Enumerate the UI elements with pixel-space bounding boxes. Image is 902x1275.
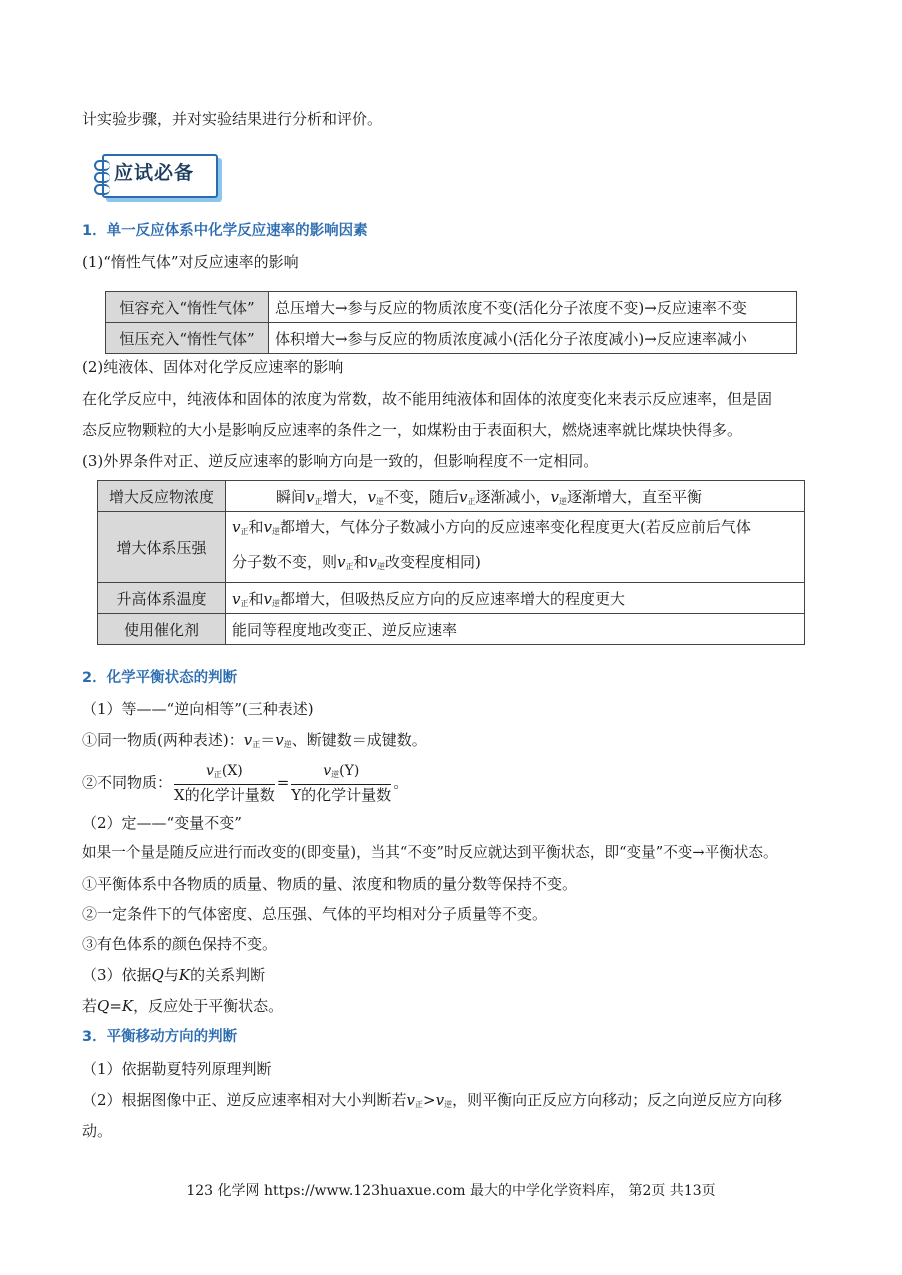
section-3-title: 3．平衡移动方向的判断 <box>82 1029 238 1045</box>
row-label: 恒压充入“惰性气体” <box>106 323 269 354</box>
row-text: 总压增大→参与反应的物质浓度不变(活化分子浓度不变)→反应速率不变 <box>269 292 797 323</box>
table-row <box>98 583 805 614</box>
row-text: 瞬间$v_正$增大，$v_逆$不变，随后$v_正$逐渐减小，$v_逆$逐渐增大，直至平衡 <box>226 481 805 512</box>
s2-p7: ②一定条件下的气体密度、总压强、气体的平均相对分子质量等不变。 <box>82 905 548 923</box>
s3-p2c: 动。 <box>82 1122 113 1140</box>
ring-icon <box>94 172 110 183</box>
table-row <box>98 481 805 512</box>
fraction: $\frac{v_逆(Y)}{\text{Y的化学计量数}}$ <box>291 763 392 804</box>
s3-p1: （1）依据勒夏特列原理判断 <box>82 1060 272 1078</box>
row-text: 体积增大→参与反应的物质浓度减小(活化分子浓度减小)→反应速率减小 <box>269 323 797 354</box>
table-row <box>98 614 805 645</box>
table-row <box>106 323 797 354</box>
s2-p2: ①同一物质(两种表述)：$v_正=v_逆$、断键数＝成键数。 <box>82 731 427 749</box>
page-footer: 123 化学网 https://www.123huaxue.com 最大的中学化学资料库， 第2页 共13页 <box>186 1183 716 1199</box>
fraction: $\frac{v_正(X)}{\text{X的化学计量数}}$ <box>174 763 275 804</box>
table-row <box>106 292 797 323</box>
s2-p3-fraction: ②不同物质： $\frac{v_正(X)}{\text{X的化学计量数}}$ = $\frac{v_逆(Y)}{\text{Y的化学计量数}}$ 。 <box>82 763 409 804</box>
s2-p1: （1）等——“逆向相等”(三种表述) <box>82 700 314 718</box>
row-label: 使用催化剂 <box>98 614 226 645</box>
row-text: $v_正$和$v_逆$都增大，但吸热反应方向的反应速率增大的程度更大 <box>226 583 805 614</box>
row-label: 增大反应物浓度 <box>98 481 226 512</box>
s2-p4: （2）定——“变量不变” <box>82 814 242 832</box>
s1-p3: (3)外界条件对正、逆反应速率的影响方向是一致的，但影响程度不一定相同。 <box>82 452 599 470</box>
badge-title: 应试必备 <box>114 162 195 184</box>
row-label: 恒容充入“惰性气体” <box>106 292 269 323</box>
row-text: $v_正$和$v_逆$都增大，气体分子数减小方向的反应速率变化程度更大(若反应前后气体 分子数不变，则$v_正$和$v_逆$改变程度相同) <box>226 512 805 583</box>
s2-p8: ③有色体系的颜色保持不变。 <box>82 935 278 953</box>
s2-p5: 如果一个量是随反应进行而改变的(即变量)，当其“不变”时反应就达到平衡状态，即“变量”不变→平衡状态。 <box>82 844 778 861</box>
s2-p6: ①平衡体系中各物质的质量、物质的量、浓度和物质的量分数等保持不变。 <box>82 875 578 893</box>
ring-icon <box>94 184 110 195</box>
intro-line: 计实验步骤，并对实验结果进行分析和评价。 <box>82 110 383 128</box>
conditions-table <box>97 480 805 645</box>
s1-p2: (2)纯液体、固体对化学反应速率的影响 <box>82 358 344 376</box>
s1-p2b: 态反应物颗粒的大小是影响反应速率的条件之一，如煤粉由于表面积大，燃烧速率就比煤块快得多。 <box>82 421 743 439</box>
s1-p1: (1)“惰性气体”对反应速率的影响 <box>82 253 299 271</box>
s2-p10: 若Q=K，反应处于平衡状态。 <box>82 997 284 1015</box>
s2-p9: （3）依据Q与K的关系判断 <box>82 966 266 984</box>
row-label: 升高体系温度 <box>98 583 226 614</box>
s1-p2a: 在化学反应中，纯液体和固体的浓度为常数，故不能用纯液体和固体的浓度变化来表示反应速率，但是固 <box>82 390 773 408</box>
s3-p2: （2）根据图像中正、逆反应速率相对大小判断若$v_正>v_逆$，则平衡向正反应方向移动；反之向逆反应方向移 <box>82 1091 783 1109</box>
table-row <box>98 512 805 583</box>
ring-icon <box>94 160 110 171</box>
row-label: 增大体系压强 <box>98 512 226 583</box>
inert-gas-table <box>105 291 797 354</box>
section-2-title: 2．化学平衡状态的判断 <box>82 670 238 686</box>
row-text: 能同等程度地改变正、逆反应速率 <box>226 614 805 645</box>
section-1-title: 1．单一反应体系中化学反应速率的影响因素 <box>82 223 368 239</box>
section-badge <box>92 150 220 200</box>
